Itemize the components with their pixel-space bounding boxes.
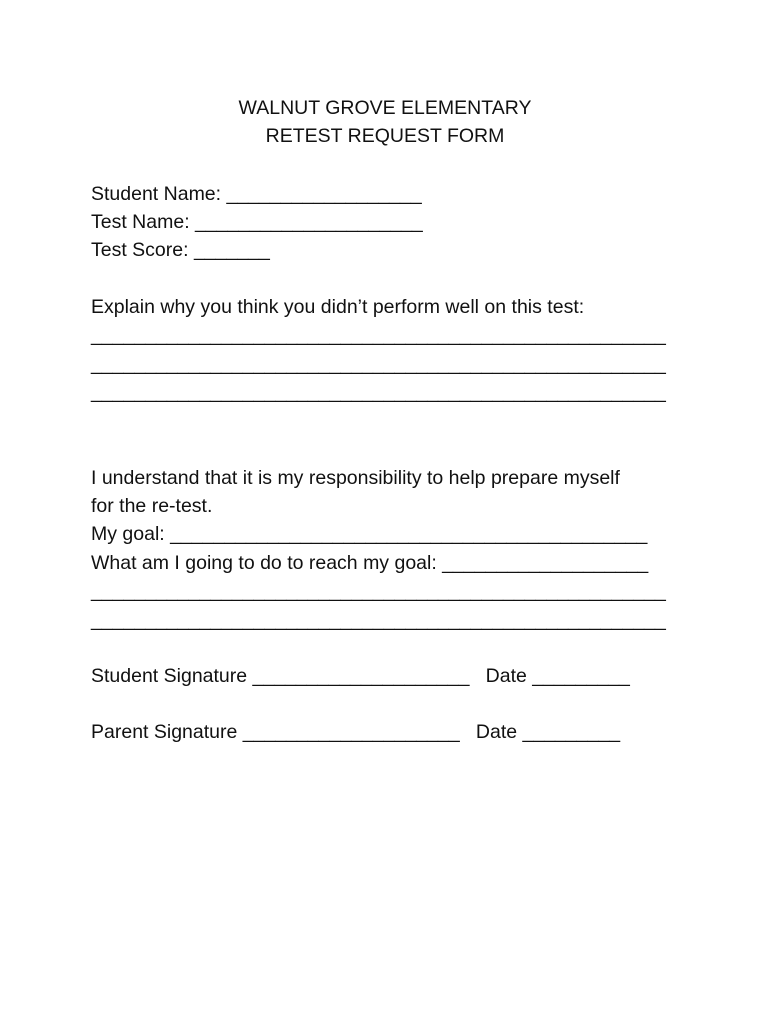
explain-line-3: _____________________________________________________ (91, 381, 666, 403)
student-signature-field: Student Signature ____________________ Date _________ (91, 665, 630, 687)
plan-line-1: _____________________________________________________ (91, 580, 666, 602)
responsibility-statement-2: for the re-test. (91, 495, 213, 517)
goal-field: My goal: ____________________________________________ (91, 523, 648, 545)
school-name: WALNUT GROVE ELEMENTARY (238, 97, 532, 119)
explain-line-1: _____________________________________________________ (91, 324, 666, 346)
plan-field: What am I going to do to reach my goal: ___________________ (91, 552, 649, 574)
responsibility-statement-1: I understand that it is my responsibility to help prepare myself (91, 467, 620, 489)
explain-prompt: Explain why you think you didn’t perform well on this test: (91, 296, 585, 318)
explain-line-2: _____________________________________________________ (91, 353, 666, 375)
test-score-field: Test Score: _______ (91, 239, 270, 261)
plan-line-2: _____________________________________________________ (91, 609, 666, 631)
parent-signature-field: Parent Signature ____________________ Date _________ (91, 721, 621, 743)
test-name-field: Test Name: _____________________ (91, 211, 423, 233)
form-title: RETEST REQUEST FORM (265, 125, 505, 147)
student-name-field: Student Name: __________________ (91, 183, 422, 205)
